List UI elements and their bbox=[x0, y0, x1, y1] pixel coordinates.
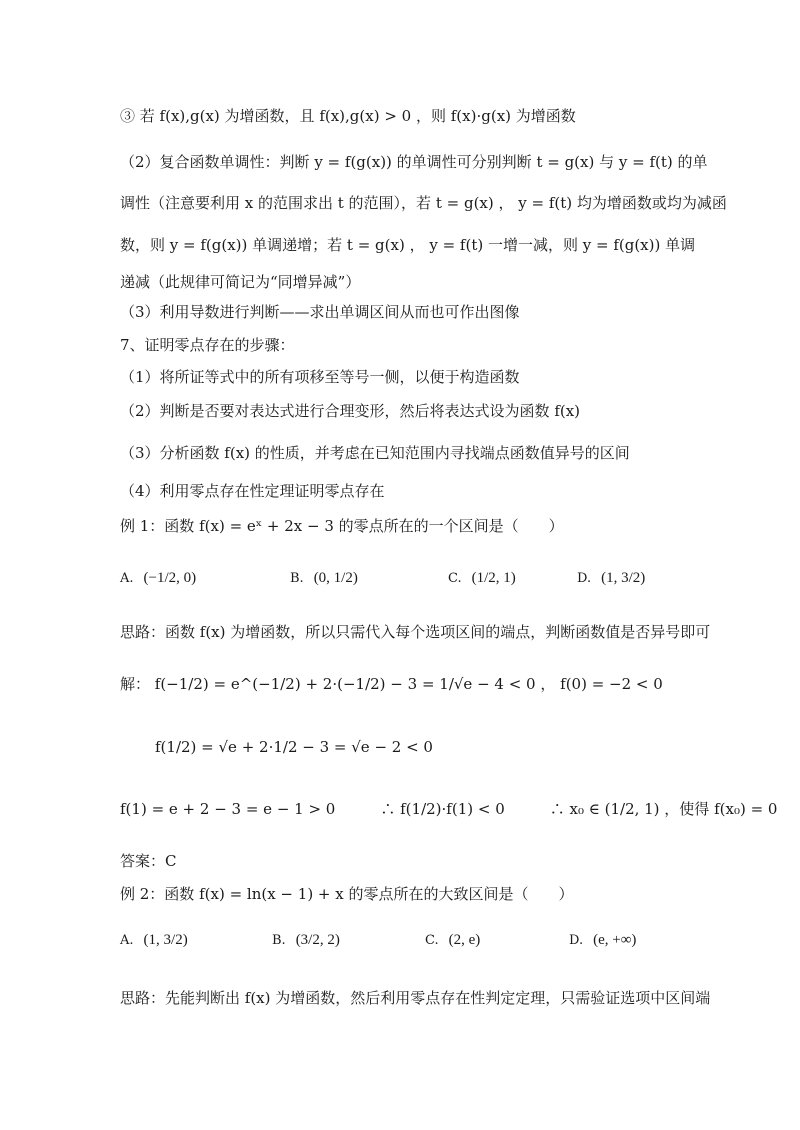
option-letter: C. bbox=[425, 933, 439, 948]
example-1-solution-line-3: f(1) = e + 2 − 3 = e − 1 > 0 ∴ f(1/2)·f(1) < 0 ∴ x₀ ∈ (1/2, 1) ，使得 f(x₀) = 0 bbox=[120, 800, 778, 818]
option-value: (3/2, 2) bbox=[295, 932, 340, 948]
option-a bbox=[120, 568, 196, 587]
option-letter: D. bbox=[569, 933, 584, 948]
example-1-question: 例 1：函数 f(x) = eˣ + 2x − 3 的零点所在的一个区间是（ ） bbox=[120, 517, 564, 535]
option-value: (1, 3/2) bbox=[601, 570, 646, 586]
option-value: (1/2, 1) bbox=[471, 570, 516, 586]
option-b bbox=[272, 930, 340, 949]
step-4: （4）利用零点存在性定理证明零点存在 bbox=[120, 482, 385, 500]
option-value: (e, +∞) bbox=[593, 932, 637, 948]
example-1-solution-line-2: f(1/2) = √e + 2·1/2 − 3 = √e − 2 < 0 bbox=[155, 738, 433, 756]
example-1-options bbox=[120, 568, 720, 608]
option-d bbox=[577, 568, 645, 587]
option-c bbox=[425, 930, 480, 949]
option-d bbox=[569, 930, 636, 949]
option-c bbox=[448, 568, 516, 587]
option-letter: B. bbox=[272, 933, 286, 948]
text-line-derivative-method: （3）利用导数进行判断——求出单调区间从而也可作出图像 bbox=[120, 303, 520, 321]
step-2: （2）判断是否要对表达式进行合理变形，然后将表达式设为函数 f(x) bbox=[120, 402, 581, 420]
option-value: (0, 1/2) bbox=[313, 570, 358, 586]
example-2-approach: 思路：先能判断出 f(x) 为增函数，然后利用零点存在性判定定理，只需验证选项中区间端 bbox=[120, 989, 711, 1007]
option-letter: C. bbox=[448, 571, 462, 586]
section-heading-zero-proof-steps: 7、证明零点存在的步骤： bbox=[120, 336, 295, 354]
text-line-composite-monotonicity-cont-1: 调性（注意要利用 x 的范围求出 t 的范围），若 t = g(x) ， y = f(t) 均为增函数或均为减函 bbox=[120, 194, 727, 212]
option-letter: A. bbox=[120, 933, 134, 948]
option-value: (2, e) bbox=[448, 932, 481, 948]
example-2-question: 例 2：函数 f(x) = ln(x − 1) + x 的零点所在的大致区间是（ ） bbox=[120, 885, 574, 903]
example-1-solution-line-1: 解： f(−1/2) = e^(−1/2) + 2·(−1/2) − 3 = 1/√e − 4 < 0 ， f(0) = −2 < 0 bbox=[120, 675, 663, 693]
example-1-approach: 思路：函数 f(x) 为增函数，所以只需代入每个选项区间的端点，判断函数值是否异号即可 bbox=[120, 623, 711, 641]
option-a bbox=[120, 930, 188, 949]
text-line-property-3: ③ 若 f(x),g(x) 为增函数，且 f(x),g(x) > 0 ，则 f(x)·g(x) 为增函数 bbox=[120, 107, 576, 125]
example-2-options bbox=[120, 930, 720, 970]
option-letter: B. bbox=[290, 571, 304, 586]
step-3: （3）分析函数 f(x) 的性质，并考虑在已知范围内寻找端点函数值异号的区间 bbox=[120, 444, 630, 462]
option-b bbox=[290, 568, 358, 587]
option-letter: A. bbox=[120, 571, 134, 586]
step-1: （1）将所证等式中的所有项移至等号一侧，以便于构造函数 bbox=[120, 368, 520, 386]
option-letter: D. bbox=[577, 571, 592, 586]
text-line-composite-monotonicity-cont-3: 递减（此规律可简记为“同增异减”） bbox=[120, 273, 361, 291]
option-value: (1, 3/2) bbox=[143, 932, 188, 948]
example-1-answer: 答案：C bbox=[120, 852, 177, 870]
text-line-composite-monotonicity-cont-2: 数，则 y = f(g(x)) 单调递增；若 t = g(x) ， y = f(t) 一增一减，则 y = f(g(x)) 单调 bbox=[120, 236, 696, 254]
text-line-composite-monotonicity: （2）复合函数单调性：判断 y = f(g(x)) 的单调性可分别判断 t = g(x) 与 y = f(t) 的单 bbox=[120, 153, 708, 171]
option-value: (−1/2, 0) bbox=[143, 570, 197, 586]
